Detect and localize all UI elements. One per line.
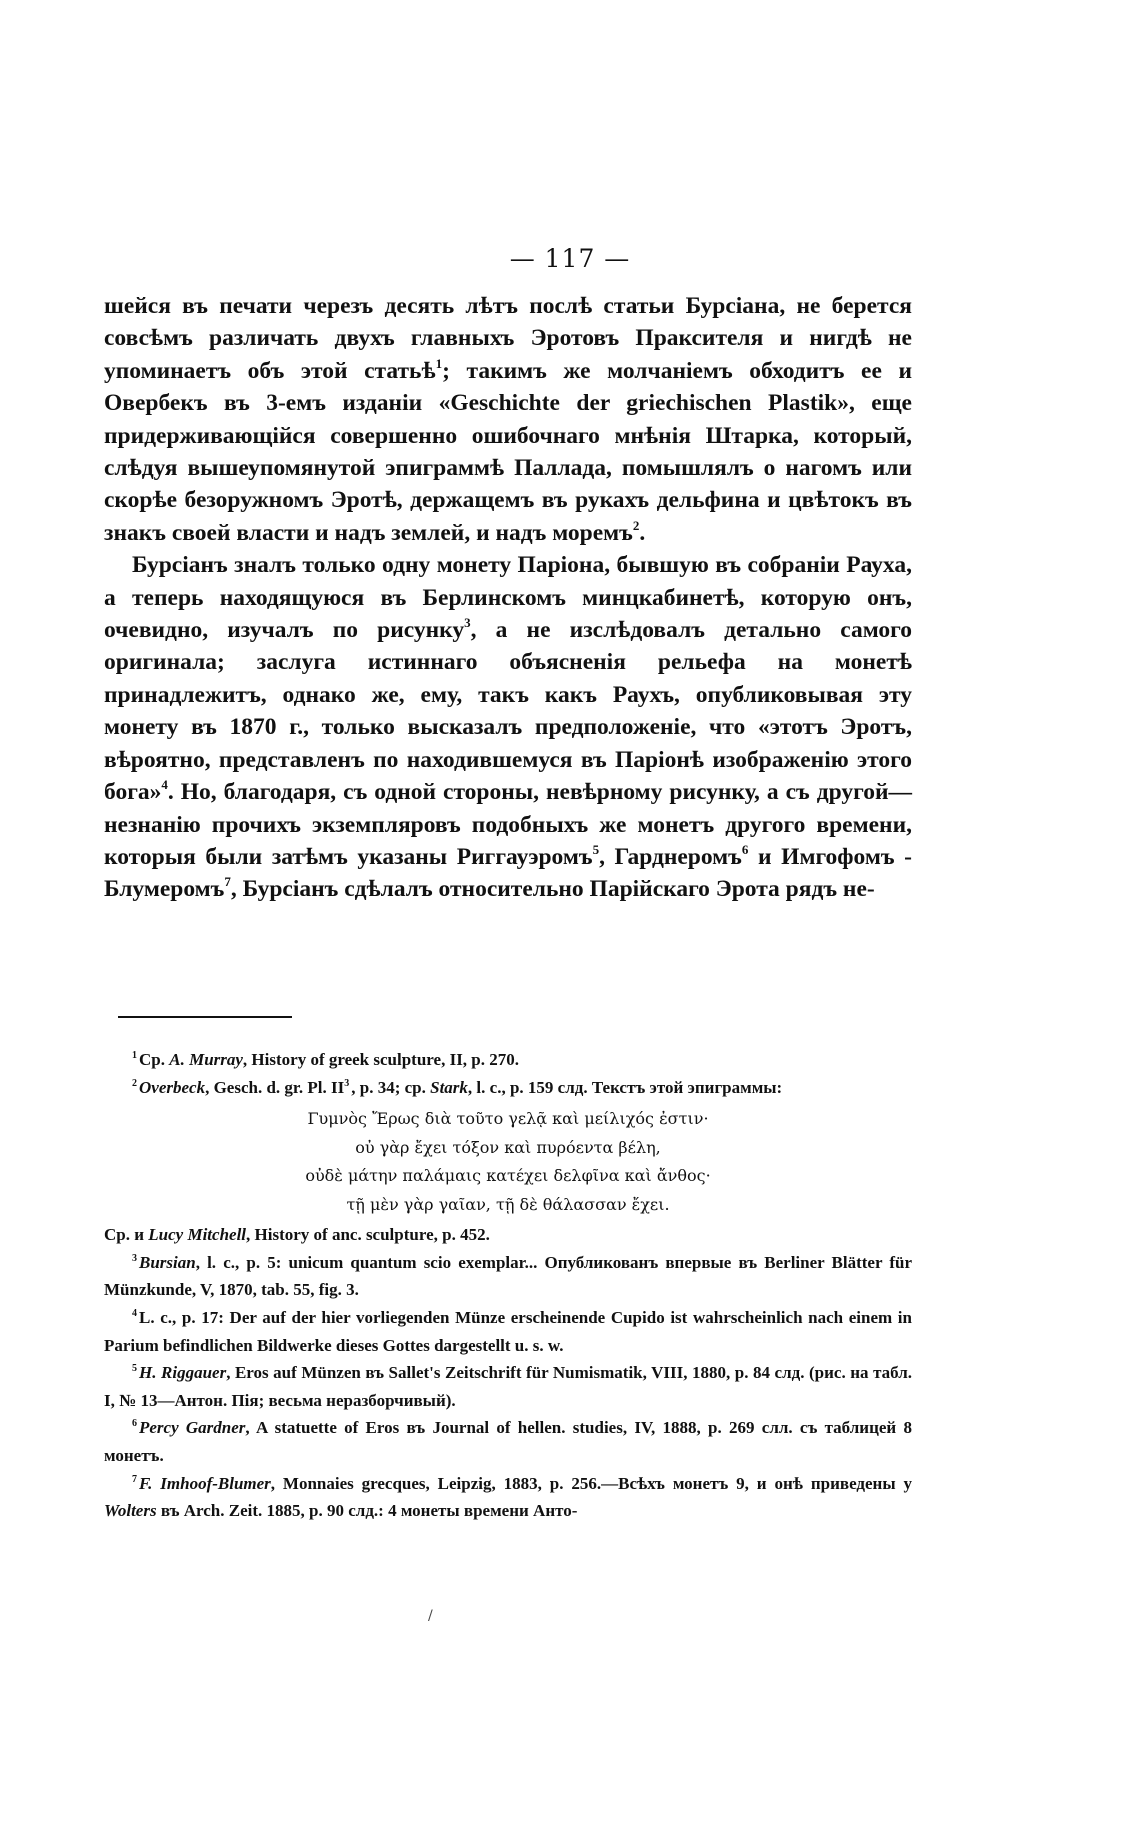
footnote-4: $^4$ L. c., p. 17: Der auf der hier vorliegenden Münze erscheinende Cupido ist wahrscheinlich nach einem in Parium befindlichen Bildwerke dieses Gottes dargestellt u. s. w. (104, 1307, 912, 1355)
footnote-1: $^1$ Ср. A. Murray, History of greek sculpture, II, p. 270. (132, 1050, 520, 1069)
main-text (104, 290, 912, 906)
footnote-ref: 7 (224, 874, 231, 890)
footnote-2: $^2$ Overbeck, Gesch. d. gr. Pl. $II^3$ , p. 34; cp. Stark, l. c., p. 159 слд. Текстъ этой эпиграммы: (132, 1077, 783, 1097)
footnote-ref: 2 (632, 517, 640, 533)
greek-line: τῇ μὲν γὰρ γαῖαν, τῇ δὲ θάλασσαν ἔχει. (346, 1194, 670, 1214)
footnote-2-continued: Ср. и Lucy Mitchell, History of anc. sculpture, p. 452. (104, 1225, 490, 1245)
footnote-6: $^6$ Percy Gardner, A statuette of Eros въ Journal of hellen. studies, IV, 1888, p. 269 слл. съ таблицей 8 монетъ. (104, 1418, 912, 1465)
footnote-ref: 3 (464, 615, 471, 631)
paragraph-1: шейся въ печати черезъ десять лѣтъ послѣ статьи Бурсіана, не берется совсѣмъ различать двухъ главныхъ Эротовъ Праксителя и нигдѣ не упоминаетъ объ этой статьѣ$^1$; такимъ же молчаніемъ обходитъ ее и Овербекъ въ 3-емъ изданіи «Geschichte der griechischen Plastik», еще придерживающійся совершенно ошибочнаго мнѣнія Штарка, который, слѣдуя вышеупомянутой эпиграммѣ Паллада, помышлялъ о нагомъ или скорѣе безоружномъ Эротѣ, держащемъ въ рукахъ дельфина и цвѣтокъ въ знакъ своей власти и надъ землей, и надъ моремъ$^2$. (104, 293, 913, 546)
stray-mark: / (428, 1608, 433, 1624)
greek-epigram (104, 1105, 912, 1219)
paragraph-2: Бурсіанъ зналъ только одну монету Паріона, бывшую въ собраніи Рауха, а теперь находящуюся въ Берлинскомъ минцкабинетѣ, которую онъ, очевидно, изучалъ по рисунку$^3$, а не изслѣдовалъ детально самого оригинала; заслуга истиннаго объясненія рельефа на монетѣ принадлежитъ, однако же, ему, такъ какъ Раухъ, опубликовывая эту монету въ 1870 г., только высказалъ предположеніе, что «этотъ Эротъ, вѣроятно, представленъ по находившемуся въ Паріонѣ изображенію этого бога»$^4$. Но, благодаря, съ одной стороны, невѣрному рисунку, а съ другой—незнанію прочихъ экземпляровъ подобныхъ же монетъ другого времени, которыя были затѣмъ указаны Риггауэромъ$^5$, Гарднеромъ$^6$ и Имгофомъ - Блумеромъ$^7$, Бурсіанъ сдѣлалъ относительно Парійскаго Эрота рядъ не- (104, 552, 912, 903)
footnote-7: $^7$ F. Imhoof-Blumer, Monnaies grecques, Leipzig, 1883, p. 256.—Всѣхъ монетъ 9, и онѣ приведены у Wolters въ Arch. Zeit. 1885, p. 90 слд.: 4 монеты времени Анто- (104, 1473, 912, 1521)
footnote-ref: 4 (161, 777, 168, 793)
footnote-ref: 1 (435, 355, 443, 371)
footnote-divider (118, 1016, 292, 1018)
footnote-ref: 5 (592, 841, 600, 857)
footnotes (104, 1046, 912, 1525)
page-number: — 117 — (509, 244, 631, 273)
footnote-ref: 6 (741, 841, 749, 857)
footnote-3: $^3$ Bursian, l. c., p. 5: unicum quantum scio exemplar... Опубликованъ впервые въ Berliner Blätter für Münzkunde, V, 1870, tab. 55, fig. 3. (104, 1252, 912, 1300)
greek-line: Γυμνὸς Ἔρως διὰ τοῦτο γελᾷ καὶ μείλιχός ἐστιν· (307, 1109, 709, 1129)
greek-line: οὐ γὰρ ἔχει τόξον καὶ πυρόεντα βέλη, (355, 1137, 661, 1157)
footnote-5: $^5$ H. Riggauer, Eros auf Münzen въ Sallet's Zeitschrift für Numismatik, VIII, 1880, p. 84 слд. (рис. на табл. I, № 13—Антон. Пія; весьма неразборчивый). (104, 1363, 912, 1410)
greek-line: οὐδὲ μάτην παλάμαις κατέχει δελφῖνα καὶ ἄνθος· (305, 1166, 711, 1186)
